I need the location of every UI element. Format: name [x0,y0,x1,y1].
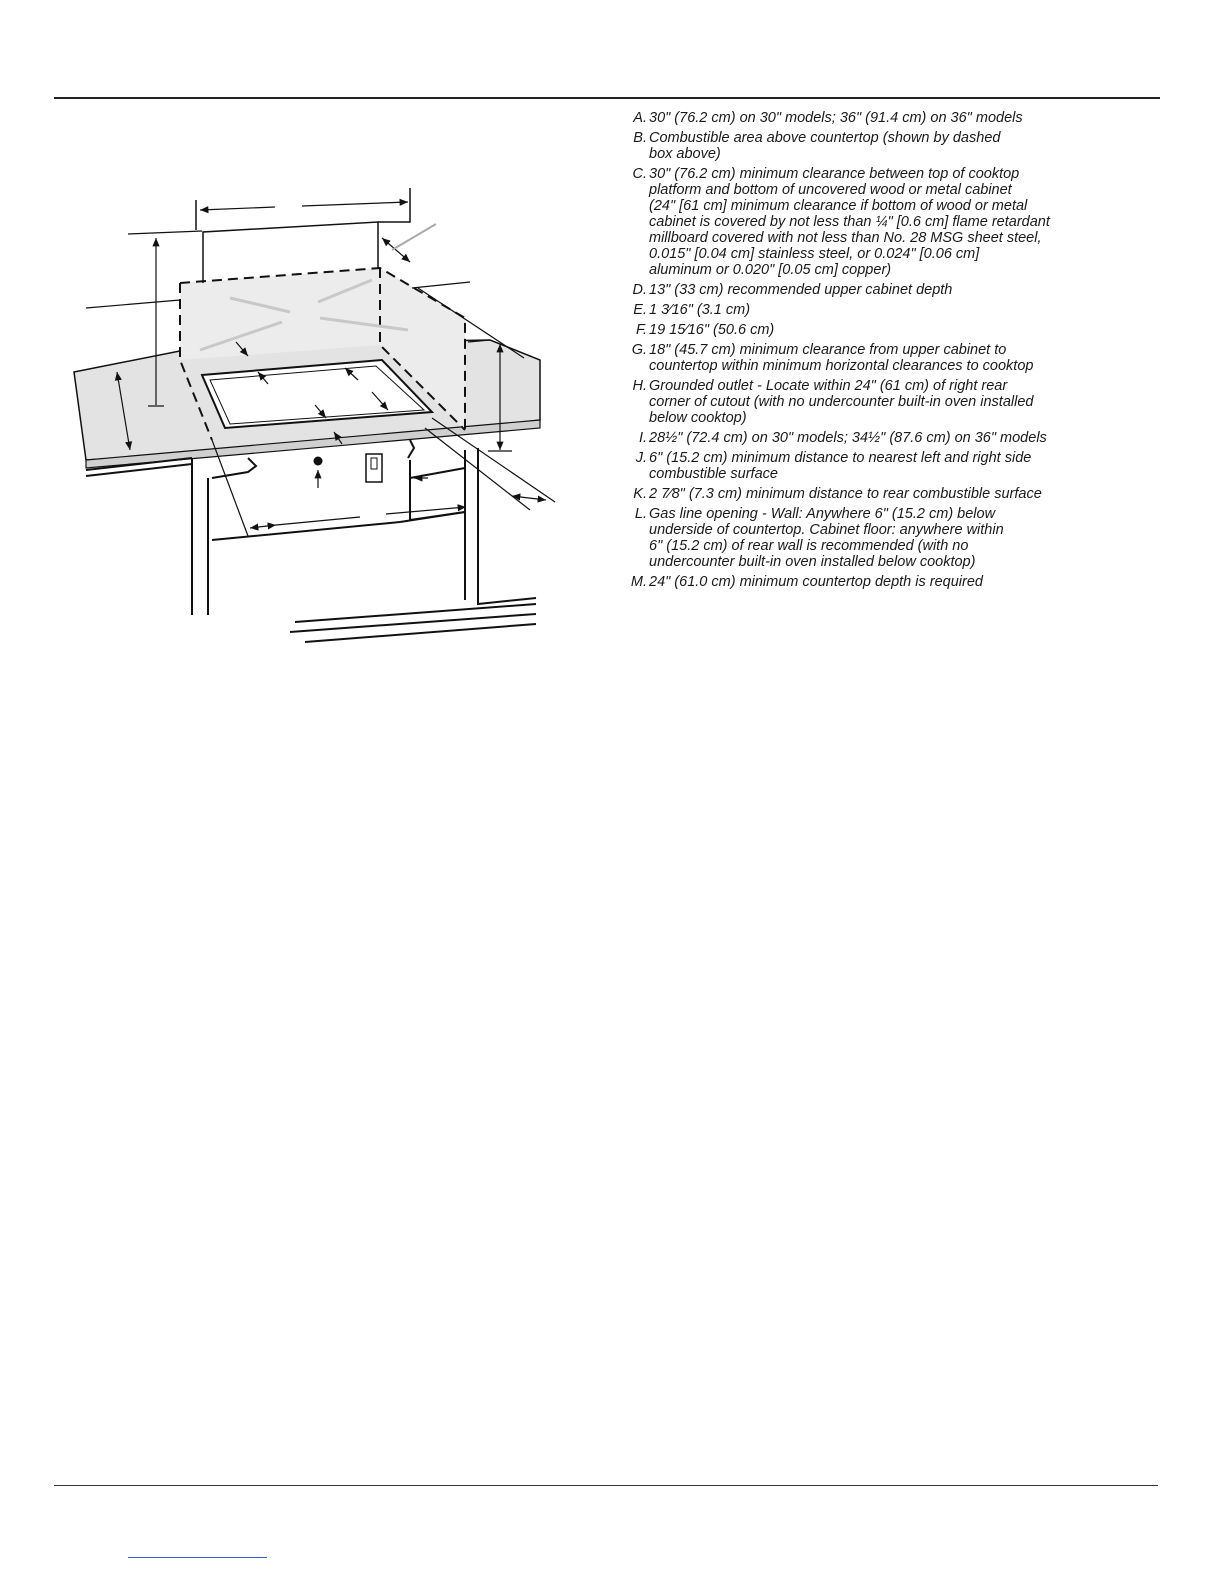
legend-key: J. [635,450,647,466]
legend-item [620,378,1100,426]
legend-key: K. [633,486,647,502]
legend-key: A. [633,110,647,126]
legend-text: 30" (76.2 cm) minimum clearance between top of cooktop platform and bottom of uncovered wood or metal cabinet (24" [61 cm] minimum clearance if bottom of wood or metal cabinet is covered by not less than ¼" [0.6 cm] flame retardant millboard covered with not less than No. 28 MSG sheet steel, 0.015" [0.04 cm] stainless steel, or 0.024" [0.06 cm] aluminum or 0.020" [0.05 cm] copper) [649,166,1050,278]
legend-text: Combustible area above countertop (shown by dashed box above) [649,130,1001,162]
legend-text: 30" (76.2 cm) on 30" models; 36" (91.4 cm) on 36" models [649,110,1023,126]
legend-item [620,110,1100,126]
legend-text: 19 15⁄16" (50.6 cm) [649,322,775,338]
legend-item [620,430,1100,446]
legend-text: 6" (15.2 cm) minimum distance to nearest left and right side combustible surface [649,450,1032,482]
legend-key: H. [632,378,647,394]
legend-item [620,342,1100,374]
legend-text: 2 7⁄8" (7.3 cm) minimum distance to rear combustible surface [649,486,1042,502]
footer-link-underline[interactable] [128,1557,267,1558]
cooktop-installation-diagram [60,180,560,650]
legend-key: D. [632,282,647,298]
legend-item [620,130,1100,162]
legend-key: I. [638,430,647,446]
legend-item [620,302,1100,318]
legend-text: Grounded outlet - Locate within 24" (61 cm) of right rear corner of cutout (with no undercounter built-in oven installed below cooktop) [649,378,1034,426]
legend-text: 28½" (72.4 cm) on 30" models; 34½" (87.6 cm) on 36" models [649,430,1047,446]
legend-item [620,506,1100,570]
legend-text: 18" (45.7 cm) minimum clearance from upper cabinet to countertop within minimum horizontal clearances to cooktop [649,342,1034,374]
legend-key: M. [630,574,647,590]
legend-item [620,282,1100,298]
legend-text: Gas line opening - Wall: Anywhere 6" (15.2 cm) below underside of countertop. Cabinet floor: anywhere within 6" (15.2 cm) of rear wall is recommended (with no undercounter built-in oven installed below cooktop) [649,506,1004,570]
legend-text: 24" (61.0 cm) minimum countertop depth is required [649,574,983,590]
legend-text: 13" (33 cm) recommended upper cabinet depth [649,282,953,298]
footer-rule [54,1485,1158,1486]
legend-item [620,166,1100,278]
base-cabinet [86,440,536,642]
legend-key: G. [631,342,647,358]
legend-key: E. [633,302,647,318]
gas-line-and-outlet [314,454,383,482]
legend-key: L. [634,506,647,522]
legend-item [620,486,1100,502]
legend-key: C. [632,166,647,182]
legend-key: B. [633,130,647,146]
legend-item [620,574,1100,590]
header-rule [54,97,1160,99]
legend-item [620,450,1100,482]
legend-text: 1 3⁄16" (3.1 cm) [649,302,751,318]
legend-item [620,322,1100,338]
legend-key: F. [635,322,647,338]
dimension-legend [620,110,1100,594]
